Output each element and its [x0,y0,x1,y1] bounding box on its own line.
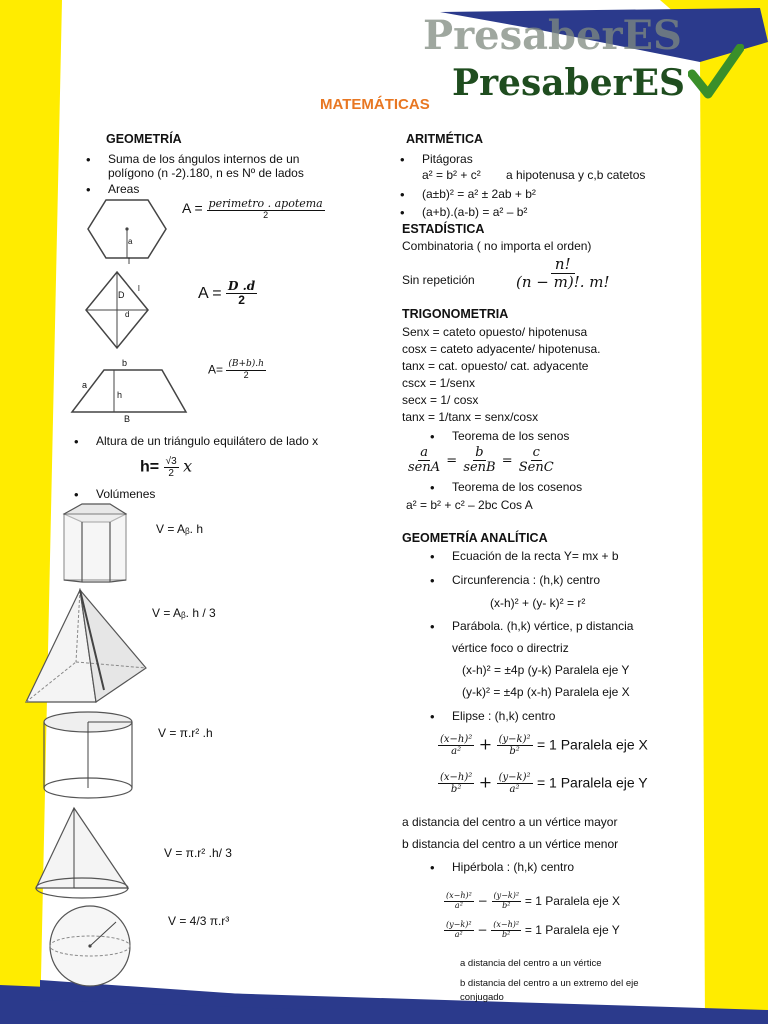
senos-b: b [475,445,484,460]
circunferencia-formula: (x-h)² + (y- k)² = r² [490,596,586,610]
hiperbola-formula-y: $\frac{\text{(y−k)²}}{\text{a²}}$ − $\frac{\text{(x−h)²}}{\text{b²}}$ = 1 Paralela eje Y [446,920,620,939]
senos-senB: senB [463,460,496,476]
parabola-formula-x: (y-k)² = ±4p (x-h) Paralela eje X [462,685,630,699]
list-item-hiperbola: • Hipérbola : (h,k) centro [452,860,574,874]
trig-line: tanx = 1/tanx = senx/cosx [402,410,539,424]
e1-n2: (y−k)² [498,734,531,745]
elipse-formula-x: $\frac{\text{(x−h)²}}{\text{a²}}$ + $\frac{\text{(y−k)²}}{\text{b²}}$ = 1 Paralela eje X [440,734,648,757]
e1-n1: (x−h)² [440,734,473,745]
list-item-diff: • (a+b).(a-b) = a² – b² [422,205,527,219]
trap-formula-lhs: A= [208,362,224,377]
pitagoras-note: a hipotenusa y c,b catetos [506,168,646,182]
hex-label-a: a [128,237,133,246]
combinatoria-text: Combinatoria ( no importa el orden) [402,239,592,253]
trig-line: tanx = cat. opuesto/ cat. adyacente [402,359,589,373]
sin-repeticion-label: Sin repetición [402,273,475,287]
list-item-areas: • Areas [108,182,139,196]
hiperbola-note-3: conjugado [460,992,504,1003]
cylinder-figure [40,708,140,804]
trig-line: secx = 1/ cosx [402,393,479,407]
tri-formula-num: √3 [165,456,177,467]
senos-SenC: SenC [518,460,554,476]
rhombus-formula-num: D .d [228,279,256,293]
triangle-height-formula [140,456,192,479]
comb-num: n! [551,256,575,274]
list-item-cosenos: • Teorema de los cosenos [452,480,582,494]
senos-c: c [532,445,540,460]
rhombus-area-formula [198,280,257,307]
list-item-angulos [108,152,304,180]
h2-rhs: = 1 Paralela eje Y [524,922,620,937]
h1-rhs: = 1 Paralela eje X [524,893,620,908]
trapezoid-figure [70,366,190,418]
e2-d1: b² [450,784,462,795]
trig-line: cosx = cateto adyacente/ hipotenusa. [402,342,601,356]
volume-pyramid-formula: V = Aᵦ. h / 3 [152,606,216,620]
angulos-line1: • Suma de los ángulos internos de un [108,152,300,166]
geometria-title: GEOMETRÍA [106,132,182,146]
list-item-altura: • Altura de un triángulo equilátero de lado x [96,434,318,448]
tri-formula-x: x [183,456,193,476]
rhombus-label-l: l [138,284,140,293]
pyramid-figure [24,586,150,708]
angulos-line2: polígono (n -2).180, n es Nº de lados [108,166,304,180]
list-item-volumenes: • Volúmenes [96,487,155,501]
rhombus-label-D: D [118,290,125,300]
trig-line: Senx = cateto opuesto/ hipotenusa [402,325,588,339]
parabola-formula-y: (x-h)² = ±4p (y-k) Paralela eje Y [462,663,630,677]
pitagoras-formula: a² = b² + c² [422,168,481,182]
elipse-note-2: b distancia del centro a un vértice menor [402,837,619,851]
e2-d2: a² [509,784,520,795]
comb-den: (n − m)!. m! [516,272,610,291]
prism-figure [52,500,132,586]
h1-n2: (y−k)² [493,891,520,900]
h1-d1: a² [454,900,463,910]
h2-n2: (x−h)² [493,920,520,929]
volume-prism-formula: V = Aᵦ. h [156,522,203,536]
rhombus-label-d: d [125,310,130,319]
trapezoid-area-formula [208,360,266,381]
e2-n1: (x−h)² [440,772,473,783]
yellow-right-band [700,40,768,1024]
sphere-figure [40,904,140,988]
list-item-parabola: • Parábola. (h,k) vértice, p distancia [452,619,633,633]
elipse-formula-y: $\frac{\text{(x−h)²}}{\text{b²}}$ + $\frac{\text{(y−k)²}}{\text{a²}}$ = 1 Paralela eje Y [440,772,648,795]
trig-line: cscx = 1/senx [402,376,476,390]
analitica-title: GEOMETRÍA ANALÍTICA [402,531,548,545]
hex-label-l: l [128,256,130,266]
list-item-pitagoras: • Pitágoras [422,152,473,166]
logo-shadow: PresaberES [423,12,682,59]
e2-n2: (y−k)² [498,772,531,783]
volume-sphere-formula: V = 4/3 π.r³ [168,914,230,928]
hex-formula-den: 2 [263,210,269,221]
rhombus-formula-lhs: A = [198,284,222,302]
trap-label-h: h [117,390,123,400]
volume-cone-formula: V = π.r² .h/ 3 [164,846,232,860]
trig-identities [402,324,600,426]
rhombus-formula-den: 2 [238,293,245,308]
trap-formula-den: 2 [243,369,249,380]
cosenos-formula: a² = b² + c² – 2bc Cos A [406,498,533,512]
e2-rhs: = 1 Paralela eje Y [536,774,648,791]
hex-formula-num: perimetro . apotema [208,197,323,210]
senos-a: a [420,445,428,460]
list-item-square: • (a±b)² = a² ± 2ab + b² [422,187,536,201]
trap-formula-num: (B+b).h [228,359,264,369]
h1-d2: b² [502,900,511,910]
h2-d1: a² [454,929,463,939]
trap-label-B: B [124,414,131,424]
list-item-senos: • Teorema de los senos [452,429,569,443]
rhombus-figure [82,270,152,350]
senos-formula: $\frac{a}{\text{senA}}$ = $\frac{b}{\text{senB}}$ = $\frac{c}{\text{SenC}}$ [408,445,554,476]
senos-senA: senA [408,460,441,476]
e1-rhs: = 1 Paralela eje X [536,736,648,753]
hiperbola-note-2: b distancia del centro a un extremo del eje [460,978,639,989]
hiperbola-formula-x: $\frac{\text{(x−h)²}}{\text{a²}}$ − $\frac{\text{(y−k)²}}{\text{b²}}$ = 1 Paralela eje X [446,891,620,910]
hex-formula-lhs: A = [182,200,203,217]
logo: PresaberES [452,62,686,104]
tri-formula-den: 2 [168,468,174,479]
parabola-line2: vértice foco o directriz [452,641,569,655]
h2-n1: (y−k)² [446,920,472,929]
trigonometria-title: TRIGONOMETRIA [402,307,509,321]
tri-formula-lhs: h= [140,458,160,476]
list-item-circunferencia: • Circunferencia : (h,k) centro [452,573,600,587]
aritmetica-title: ARITMÉTICA [406,132,484,146]
cone-figure [34,804,138,904]
trap-label-b: b [122,358,128,368]
combinatoria-formula [514,256,612,290]
e1-d2: b² [509,746,520,757]
trap-label-a: a [82,380,88,390]
hiperbola-note-1: a distancia del centro a un vértice [460,958,602,969]
e1-d1: a² [451,746,462,757]
h1-n1: (x−h)² [446,891,472,900]
elipse-note-1: a distancia del centro a un vértice mayor [402,815,618,829]
checkmark-icon [688,44,744,100]
h2-d2: b² [502,929,511,939]
list-item-recta: • Ecuación de la recta Y= mx + b [452,549,619,563]
volume-cylinder-formula: V = π.r² .h [158,726,213,740]
page-title: MATEMÁTICAS [320,96,430,113]
estadistica-title: ESTADÍSTICA [402,222,485,236]
hexagon-area-formula [182,198,325,221]
list-item-elipse: • Elipse : (h,k) centro [452,709,555,723]
